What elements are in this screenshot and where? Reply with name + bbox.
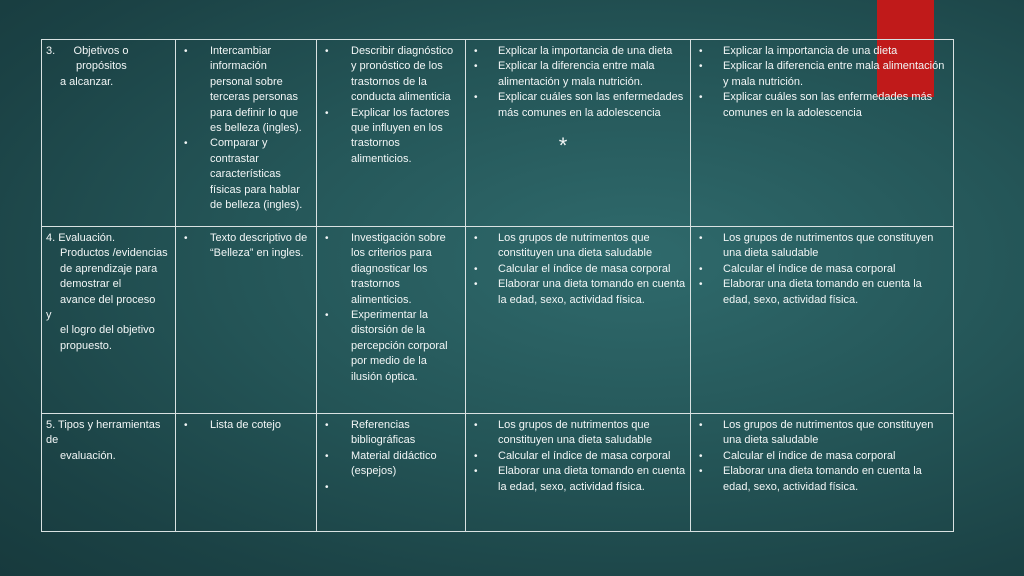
row-label-line: Productos /evidencias <box>60 247 168 260</box>
list-item: • Explicar cuáles son las enfermedades más comunes en la adolescencia <box>470 90 686 121</box>
table-cell <box>317 40 466 227</box>
row-label-line: 3. Objetivos o <box>46 45 129 57</box>
row-label-cell <box>42 40 176 227</box>
list-item: • Investigación sobre los criterios para diagnosticar los trastornos alimenticios. <box>321 231 461 308</box>
row-label-line: y <box>46 309 52 322</box>
list-item: • Describir diagnóstico y pronóstico de los trastornos de la conducta alimenticia <box>321 44 461 106</box>
row-label-line: de aprendizaje para <box>60 262 158 275</box>
table-cell <box>317 227 466 414</box>
row-label-cell <box>42 227 176 414</box>
list-item: • Intercambiar información personal sobre terceras personas para definir lo que es belleza (ingles). <box>180 44 312 136</box>
list-item: • Explicar la importancia de una dieta <box>695 44 949 59</box>
table-row <box>42 227 954 414</box>
list-item: • Elaborar una dieta tomando en cuenta la edad, sexo, actividad física. <box>695 464 949 495</box>
table-cell <box>691 414 954 532</box>
list-item: • Explicar la diferencia entre mala alimentación y mala nutrición. <box>695 59 949 90</box>
table-cell <box>176 414 317 532</box>
row-label-line: evaluación. <box>60 449 116 462</box>
table-cell <box>466 227 691 414</box>
list-item: • Explicar los factores que influyen en los trastornos alimenticios. <box>321 106 461 168</box>
table-row <box>42 40 954 227</box>
table-cell <box>176 40 317 227</box>
list-item: • Los grupos de nutrimentos que constituyen una dieta saludable <box>470 231 686 262</box>
list-item: • Lista de cotejo <box>180 418 312 433</box>
list-item: • Explicar la importancia de una dieta <box>470 44 686 59</box>
list-item: • Los grupos de nutrimentos que constituyen una dieta saludable <box>695 231 949 262</box>
list-item: • Calcular el índice de masa corporal <box>695 262 949 277</box>
list-item <box>321 480 461 495</box>
list-item: • Elaborar una dieta tomando en cuenta la edad, sexo, actividad física. <box>470 464 686 495</box>
row-label-line: 5. Tipos y herramientas <box>46 419 161 431</box>
table-cell <box>317 414 466 532</box>
table-cell <box>466 40 691 227</box>
list-item: • Experimentar la distorsión de la percepción corporal por medio de la ilusión óptica. <box>321 308 461 385</box>
list-item: • Calcular el índice de masa corporal <box>470 449 686 464</box>
table-cell <box>466 414 691 532</box>
row-label-line: 4. Evaluación. <box>46 232 116 244</box>
list-item: • Elaborar una dieta tomando en cuenta la edad, sexo, actividad física. <box>695 277 949 308</box>
list-item: • Comparar y contrastar características físicas para hablar de belleza (ingles). <box>180 136 312 213</box>
row-label-line: propósitos <box>76 60 127 73</box>
list-item: • Explicar cuáles son las enfermedades más comunes en la adolescencia <box>695 90 949 121</box>
row-label-cell <box>42 414 176 532</box>
list-item: • Los grupos de nutrimentos que constituyen una dieta saludable <box>470 418 686 449</box>
planning-table <box>41 39 954 532</box>
row-label-line: propuesto. <box>60 339 112 352</box>
table-row <box>42 414 954 532</box>
row-label-line: de <box>46 434 59 447</box>
list-item: • Explicar la diferencia entre mala alimentación y mala nutrición. <box>470 59 686 90</box>
row-label-line: a alcanzar. <box>60 75 114 88</box>
list-item: • Material didáctico (espejos) <box>321 449 461 480</box>
asterisk-mark: * <box>558 133 568 159</box>
list-item: • Elaborar una dieta tomando en cuenta la edad, sexo, actividad física. <box>470 277 686 308</box>
table-cell <box>691 227 954 414</box>
list-item: • Los grupos de nutrimentos que constituyen una dieta saludable <box>695 418 949 449</box>
table-cell <box>691 40 954 227</box>
row-label-line: demostrar el <box>60 278 122 291</box>
list-item: • Calcular el índice de masa corporal <box>695 449 949 464</box>
list-item: • Texto descriptivo de “Belleza” en ingles. <box>180 231 312 262</box>
list-item: • Referencias bibliográficas <box>321 418 461 449</box>
row-label-line: avance del proceso <box>60 293 156 306</box>
row-label-line: el logro del objetivo <box>60 324 155 337</box>
list-item: • Calcular el índice de masa corporal <box>470 262 686 277</box>
table-cell <box>176 227 317 414</box>
